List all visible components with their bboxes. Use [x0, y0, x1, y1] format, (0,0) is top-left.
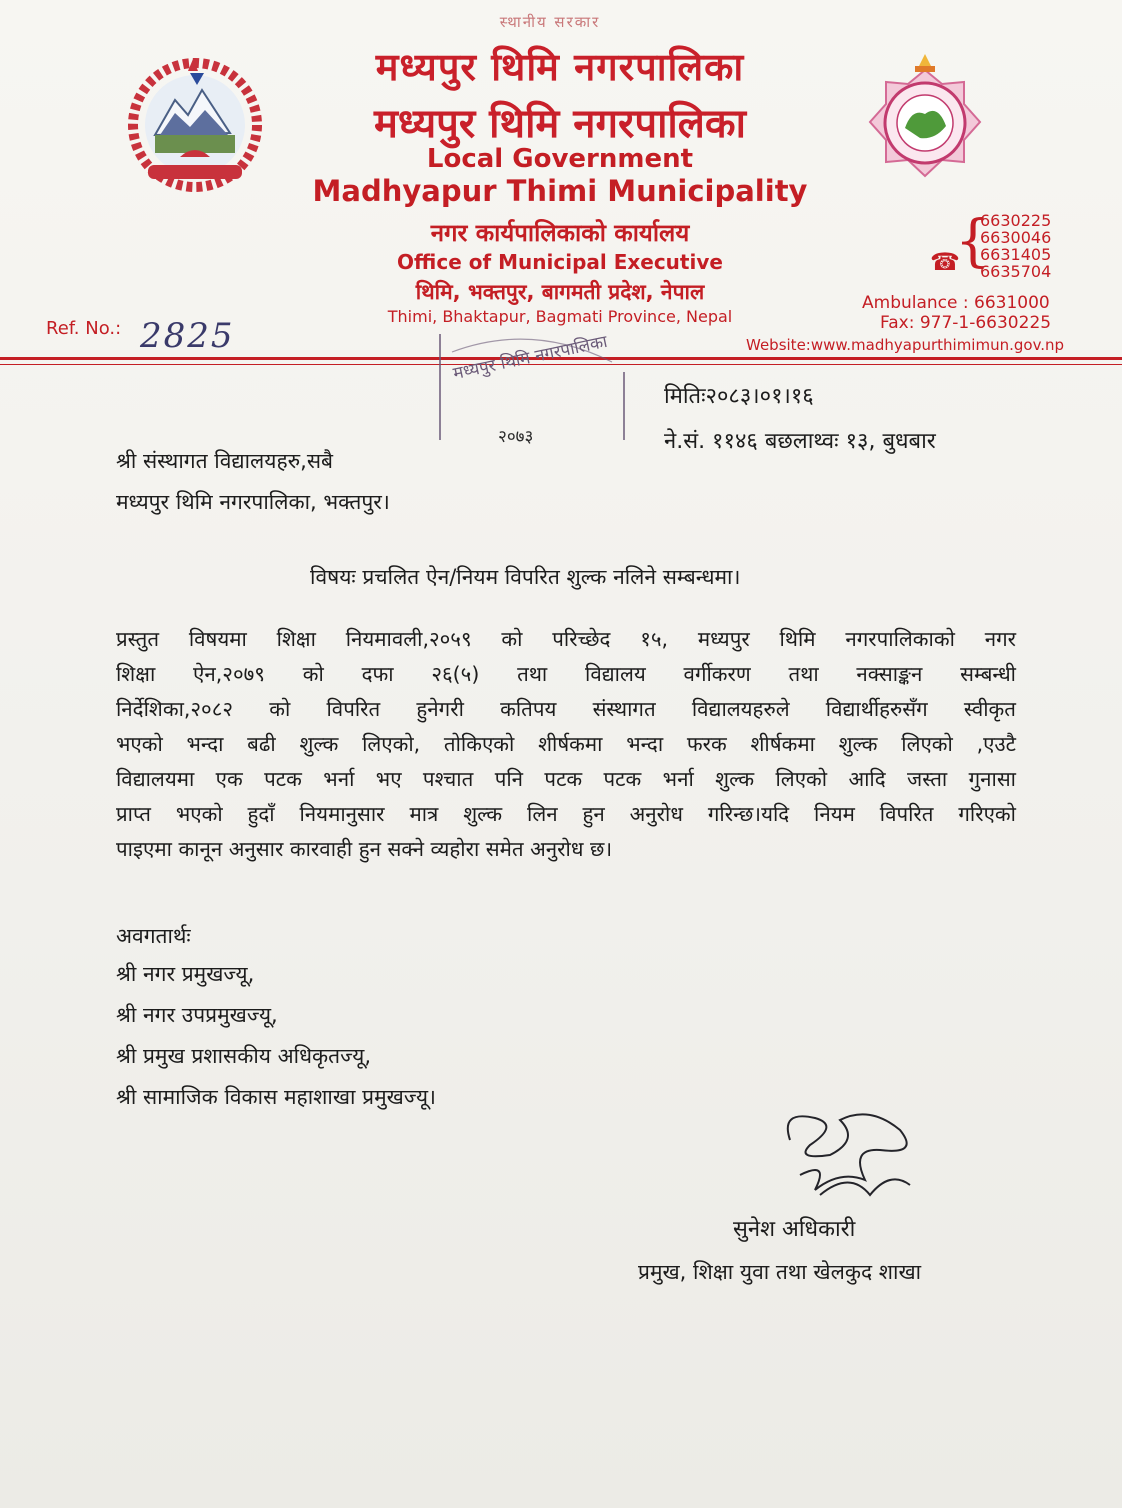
body-line: विद्यालयमा एक पटक भर्ना भए पश्चात पनि पटक पटक भर्ना शुल्क लिएको आदि जस्ता गुनासा	[116, 767, 1016, 791]
header-title-calligraphic: मध्यपुर थिमि नगरपालिका	[375, 45, 745, 89]
phone-list	[980, 212, 1051, 280]
phone-number: 6630225	[980, 211, 1052, 230]
ambulance-number: Ambulance : 6631000	[862, 293, 1050, 313]
telephone-icon: ☎	[930, 248, 960, 276]
date-miti: मितिः२०८३।०१।१६	[664, 384, 814, 409]
body-line: शिक्षा ऐन,२०७९ को दफा २६(५) तथा विद्यालय वर्गीकरण तथा नक्साङ्कन सम्बन्धी	[116, 662, 1016, 686]
ref-number: 2825	[140, 316, 235, 356]
phone-number: 6631405	[980, 245, 1052, 264]
cc-item: श्री नगर उपप्रमुखज्यू,	[116, 1003, 278, 1027]
fax-number: Fax: 977-1-6630225	[880, 313, 1052, 333]
nepal-emblem-icon	[120, 55, 270, 195]
body-line: भएको भन्दा बढी शुल्क लिएको, तोकिएको शीर्षकमा भन्दा फरक शीर्षकमा शुल्क लिएको ,एउटै	[116, 732, 1016, 756]
header-title-np: मध्यपुर थिमि नगरपालिका	[373, 101, 746, 147]
header-title-en-line1: Local Government	[426, 144, 694, 174]
date-nepal-sambat: ने.सं. ११४६ बछलाथ्वः १३, बुधबार	[664, 429, 936, 454]
cc-item: श्री प्रमुख प्रशासकीय अधिकृतज्यू,	[116, 1044, 371, 1068]
header-title-en-line2: Madhyapur Thimi Municipality	[312, 174, 808, 208]
recipient-line2: मध्यपुर थिमि नगरपालिका, भक्तपुर।	[116, 490, 390, 514]
ref-label: Ref. No.:	[46, 318, 122, 339]
office-name-en: Office of Municipal Executive	[397, 250, 723, 274]
signature-icon	[770, 1100, 930, 1210]
stamp-year: २०७३	[498, 427, 534, 447]
phone-number: 6630046	[980, 228, 1052, 247]
address-en: Thimi, Bhaktapur, Bagmati Province, Nepal	[387, 307, 733, 326]
body-line: पाइएमा कानून अनुसार कारवाही हुन सक्ने व्यहोरा समेत अनुरोध छ।	[116, 837, 613, 861]
body-line: निर्देशिका,२०८२ को विपरित हुनेगरी कतिपय संस्थागत विद्यालयहरुले विद्यार्थीहरुसँग स्वीकृत	[116, 697, 1016, 721]
recipient-line1: श्री संस्थागत विद्यालयहरु,सबै	[116, 449, 334, 473]
municipality-logo-icon	[860, 48, 990, 188]
subject-line: विषयः प्रचलित ऐन/नियम विपरित शुल्क नलिने सम्बन्धमा।	[310, 565, 741, 589]
body-line: प्रस्तुत विषयमा शिक्षा नियमावली,२०५९ को परिच्छेद १५, मध्यपुर थिमि नगरपालिकाको नगर	[116, 627, 1016, 651]
office-name-np: नगर कार्यपालिकाको कार्यालय	[430, 219, 690, 247]
body-paragraph	[116, 622, 1016, 867]
stamp-text: मध्यपुर थिमि नगरपालिका	[451, 331, 610, 385]
phone-number: 6635704	[980, 262, 1052, 281]
body-line: प्राप्त भएको हुदाँ नियमानुसार मात्र शुल्क लिन हुन अनुरोध गरिन्छ।यदि नियम विपरित गरिएको	[116, 802, 1016, 826]
signatory-title: प्रमुख, शिक्षा युवा तथा खेलकुद शाखा	[638, 1260, 922, 1284]
website-link[interactable]: Website:www.madhyapurthimimun.gov.np	[746, 336, 1065, 354]
address-np: थिमि, भक्तपुर, बागमती प्रदेश, नेपाल	[415, 280, 705, 304]
phone-brace: {	[955, 209, 991, 274]
cc-label: अवगतार्थः	[116, 924, 191, 948]
cc-item: श्री नगर प्रमुखज्यू,	[116, 962, 255, 986]
signatory-name: सुनेश अधिकारी	[733, 1217, 856, 1242]
cc-item: श्री सामाजिक विकास महाशाखा प्रमुखज्यू।	[116, 1085, 436, 1109]
header-kicker: स्थानीय सरकार	[499, 13, 601, 31]
